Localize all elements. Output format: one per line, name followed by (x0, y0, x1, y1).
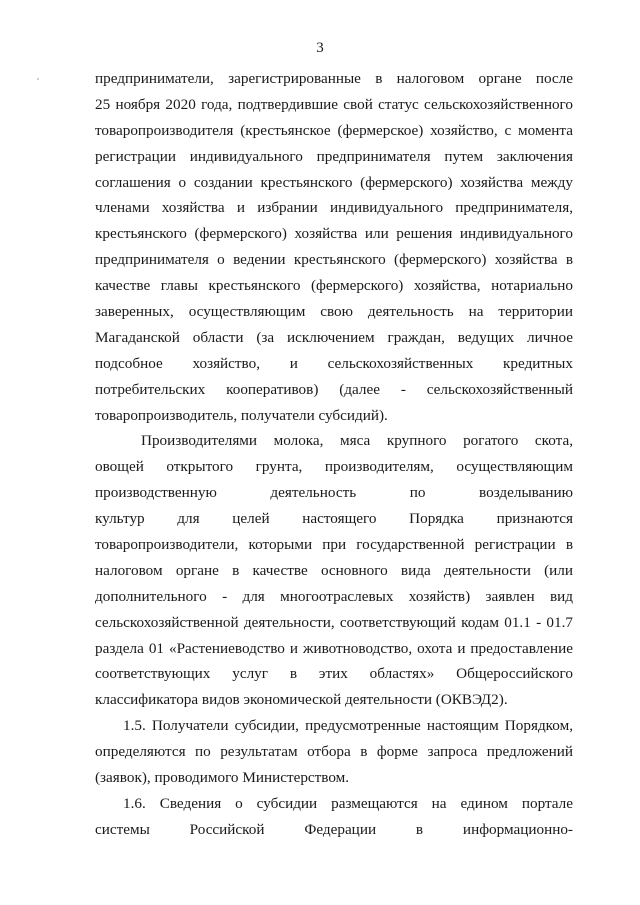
text-line: определяются по результатам отбора в форме запроса предложений (95, 743, 573, 761)
text-line: товаропроизводителя (крестьянское (фермерское) хозяйство, с момента (95, 121, 573, 139)
text-line: крестьянского (фермерского) хозяйства или решения индивидуального (95, 225, 573, 243)
text-line: Магаданской области (за исключением граждан, ведущих личное (95, 328, 573, 346)
paragraph-first-line: 1.5. Получатели субсидии, предусмотренные настоящим Порядком, (123, 717, 573, 735)
text-line: 25 ноября 2020 года, подтвердившие свой статус сельскохозяйственного (95, 95, 573, 113)
scan-speck (37, 78, 39, 80)
text-line: потребительских кооперативов) (далее - сельскохозяйственный (95, 380, 573, 398)
text-line: системы Российской Федерации в информационно- (95, 820, 573, 838)
text-line: налоговом органе в качестве основного вида деятельности (или (95, 561, 573, 579)
text-line: производственную деятельность по возделыванию (95, 484, 573, 502)
page-number: 3 (316, 40, 324, 56)
text-line: предпринимателя о ведении крестьянского (фермерского) хозяйства в (95, 251, 573, 269)
paragraph-first-line: 1.6. Сведения о субсидии размещаются на едином портале (123, 794, 573, 812)
text-line: дополнительного - для многоотраслевых хозяйств) заявлен вид (95, 587, 573, 605)
text-line: качестве главы крестьянского (фермерского) хозяйства, нотариально (95, 277, 573, 295)
text-line: регистрации индивидуального предпринимателя путем заключения (95, 147, 573, 165)
text-line: подсобное хозяйство, и сельскохозяйственных кредитных (95, 354, 573, 372)
text-line: овощей открытого грунта, производителям, осуществляющим (95, 458, 573, 476)
text-line: раздела 01 «Растениеводство и животноводство, охота и предоставление (95, 639, 573, 657)
text-line: соответствующих услуг в этих областях» Общероссийского (95, 665, 573, 683)
text-line: товаропроизводители, которыми при государственной регистрации в (95, 536, 573, 554)
text-line: предприниматели, зарегистрированные в налоговом органе после (95, 70, 573, 87)
text-line: товаропроизводитель, получатели субсидий). (95, 406, 388, 424)
text-line: сельскохозяйственной деятельности, соответствующий кодам 01.1 - 01.7 (95, 613, 573, 631)
paragraph-first-line: Производителями молока, мяса крупного рогатого скота, (141, 432, 573, 450)
text-line: (заявок), проводимого Министерством. (95, 769, 350, 787)
text-line: заверенных, осуществляющим свою деятельность на территории (95, 303, 573, 321)
text-line: членами хозяйства и избрании индивидуального предпринимателя, (95, 199, 573, 217)
text-line: соглашения о создании крестьянского (фермерского) хозяйства между (95, 173, 573, 191)
document-body (95, 66, 573, 843)
text-line: классификатора видов экономической деятельности (ОКВЭД2). (95, 691, 508, 709)
text-line: культур для целей настоящего Порядка признаются (95, 510, 573, 528)
